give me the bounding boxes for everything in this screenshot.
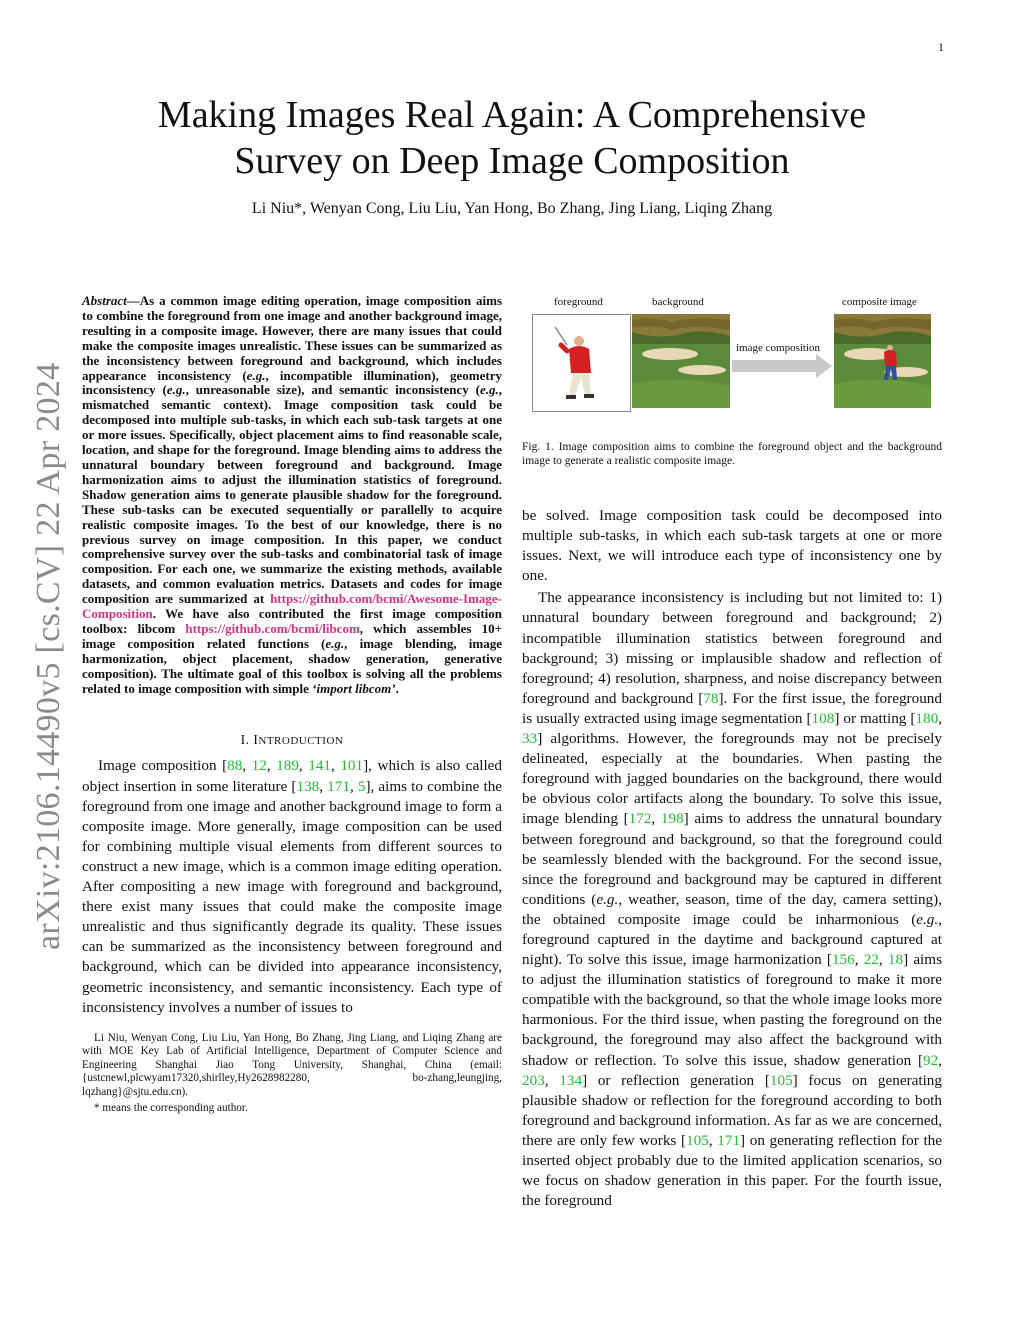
citation-link[interactable]: 198 [660, 810, 684, 828]
intro-text: Image composition [ [98, 757, 228, 775]
libcom-link[interactable]: https://github.com/bcmi/libcom [185, 620, 360, 636]
abstract-eg: e.g. [479, 382, 499, 398]
citation-separator: , [331, 757, 341, 775]
title-line-2: Survey on Deep Image Composition [234, 140, 790, 182]
body-text-run: ] aims to address the unnatural boundary between foreground and background, so that the foreground could be seamlessly blended with the background. For the second issue, since the foreground and background may be captured in different conditions ( [522, 810, 943, 908]
citation-separator: , [938, 1051, 942, 1069]
citation-separator: , [544, 1071, 560, 1089]
citation-separator: , [651, 810, 661, 828]
body-text-run: ] on generating reflection for the inserted object probably due to the limited application scenarios, so we focus on shadow generation in this paper. For the fourth issue, the foreground [522, 1131, 942, 1210]
citation-link[interactable]: 189 [276, 757, 299, 775]
abstract-text: , mismatched semantic context). Image composition task could be decomposed into multiple sub-tasks, in which each sub-task targets at one or more issues. Specifically, object placement aims to find reasonable scale, location, and shape for the foreground. Image blending aims to address the unnatural boundary between foreground and background. Image harmonization aims to adjust the illumination statistics of foreground. Shadow generation aims to generate plausible shadow for the foreground. These sub-tasks can be executed sequentially or parallelly to acquire realistic composite images. To the best of our knowledge, there is no previous survey on image composition. In this paper, we conduct comprehensive survey over the sub-tasks and combinatorial task of image composition. For each one, we summarize the existing methods, available datasets, and common evaluation metrics. Datasets and codes for image composition are summarized at [82, 382, 503, 607]
author-list: Li Niu*, Wenyan Cong, Liu Liu, Yan Hong, Bo Zhang, Jing Liang, Liqing Zhang [251, 200, 773, 217]
body-text-run: The appearance inconsistency is including but not limited to: 1) unnatural boundary between foreground and background; 2) incompatible illumination statistics between foreground and background; 3) missing or implausible shadow and reflection of foreground; 4) resolution, sharpness, and noise discrepancy between foreground and background [ [522, 589, 942, 707]
body-text-run: ] or reflection generation [ [582, 1071, 770, 1089]
section-numeral: I. [240, 732, 254, 748]
abstract-lead: Abstract [82, 293, 127, 308]
citation-link[interactable]: 105 [769, 1071, 793, 1089]
citation-link[interactable]: 92 [923, 1051, 939, 1069]
right-column [522, 296, 942, 1211]
body-text-run: ] algorithms. However, the foregrounds may not be precisely delineated, especially at the boundaries. When pasting the foreground with jagged boundaries on the background, there would be obvious color artifacts along the boundary. To solve this issue, image blending [ [522, 730, 942, 828]
paper-title [0, 92, 1024, 184]
citation-link[interactable]: 105 [686, 1131, 709, 1149]
eg-italic: e.g. [596, 890, 619, 908]
citation-link[interactable]: 12 [251, 757, 267, 775]
background-label: background [652, 296, 704, 308]
abstract-text: , incompatible illumination), geometry inconsistency ( [82, 367, 502, 398]
citation-separator: , [266, 757, 277, 775]
abstract-dash: — [126, 293, 140, 308]
citation-link[interactable]: 18 [887, 951, 904, 969]
foreground-label: foreground [554, 296, 603, 308]
citation-link[interactable]: 138 [296, 777, 320, 795]
abstract [82, 294, 502, 696]
section-title-rest: NTRODUCTION [258, 735, 344, 748]
right-paragraph-1: be solved. Image composition task could be decomposed into multiple sub-tasks, in which each sub-task targets at one or more issues. Next, we will introduce each type of inconsistency one by one. [522, 507, 942, 585]
right-arrow-icon [732, 354, 832, 378]
citation-link[interactable]: 171 [717, 1131, 741, 1149]
composite-image [834, 314, 931, 408]
body-text-run: ] aims to adjust the illumination statistics of foreground to make it more compatible with the background, so that the whole image looks more harmonious. For the third issue, when pasting the foreground on the background, the foreground may also affect the background with shadow or reflection. To solve this issue, shadow generation [ [522, 951, 943, 1069]
body-text-run: ] focus on generating plausible shadow or reflection for the foreground according to both foreground and background information. As far as we are concerned, there are only few works [ [522, 1071, 942, 1149]
citation-link[interactable]: 33 [522, 730, 538, 748]
body-text-run: , weather, season, time of the day, camera setting), the obtained composite image could be inharmonious ( [522, 890, 942, 928]
citation-separator: , [349, 777, 358, 795]
title-line-1: Making Images Real Again: A Comprehensive [157, 94, 867, 136]
citation-link[interactable]: 203 [522, 1071, 545, 1089]
abstract-text: , unreasonable size), and semantic inconsistency ( [185, 382, 480, 398]
citation-link[interactable]: 171 [327, 777, 350, 795]
citation-link[interactable]: 156 [831, 951, 855, 969]
citation-link[interactable]: 172 [628, 810, 652, 828]
body-text-run: ]. For the first issue, the foreground is usually extracted using image segmentation [ [522, 689, 942, 727]
citation-link[interactable]: 180 [915, 709, 939, 727]
abstract-text: . [395, 680, 399, 696]
citation-link[interactable]: 134 [559, 1071, 583, 1089]
import-libcom-quote: ‘import libcom’ [312, 680, 396, 696]
citation-separator: , [242, 757, 252, 775]
citation-separator: , [298, 757, 309, 775]
citation-separator: , [854, 951, 864, 969]
abstract-eg: e.g. [325, 635, 345, 651]
left-column [82, 294, 502, 1115]
abstract-text: , image blending, image harmonization, object placement, shadow generation, generative composition). The ultimate goal of this toolbox is solving all the problems related to image composition with simple [82, 635, 502, 696]
page-number: 1 [938, 40, 944, 54]
citation-link[interactable]: 141 [308, 757, 332, 775]
foreground-golfer-image [532, 314, 631, 412]
corresponding-author-footnote: * means the corresponding author. [94, 1101, 248, 1114]
body-text-run: , foreground captured in the daytime and background captured at night). To solve this issue, image harmonization [ [522, 910, 942, 969]
section-heading-introduction [82, 732, 502, 748]
figure-1-caption: Fig. 1. Image composition aims to combine the foreground object and the background image to generate a realistic composite image. [522, 441, 942, 467]
body-text-run: ] or matting [ [834, 709, 916, 727]
abstract-text: . We have also contributed the first image composition toolbox: libcom [82, 606, 502, 636]
arxiv-identifier-stamp: arXiv:2106.14490v5 [cs.CV] 22 Apr 2024 [30, 362, 67, 950]
awesome-image-composition-link[interactable]: https://github.com/bcmi/Awesome-Image-Composition [82, 591, 502, 622]
citation-separator: , [319, 777, 328, 795]
author-affiliation-footnote: Li Niu, Wenyan Cong, Liu Liu, Yan Hong, Bo Zhang, Jing Liang, and Liqing Zhang are with MOE Key Lab of Artificial Intelligence, Department of Computer Science and Engineering Shanghai Jiao Tong University, Shanghai, China (email: {ustcnewl,plcwyam17320,shirlley,Hy2628982280, bo-zhang,leungjing, lqzhang}@sjtu.edu.cn). [82, 1031, 502, 1099]
figure-1 [522, 296, 942, 418]
citation-link[interactable]: 5 [357, 777, 366, 795]
citation-link[interactable]: 101 [340, 757, 364, 775]
citation-link[interactable]: 108 [811, 709, 835, 727]
abstract-text: , which assembles 10+ image composition related functions ( [82, 620, 502, 651]
citation-separator: , [878, 951, 888, 969]
composite-image-label: composite image [842, 296, 917, 308]
eg-italic: e.g. [916, 910, 939, 928]
background-golf-course-image [632, 314, 730, 408]
citation-link[interactable]: 88 [227, 757, 243, 775]
citation-separator: , [708, 1131, 718, 1149]
intro-text: ], aims to combine the foreground from one image and another background image to form a composite image. More generally, image composition can be used for combining multiple visual elements from different sources to construct a new image, which is a common image editing operation. After compositing a new image with foreground and background, there exist many issues that could make the composite image unrealistic and thus significantly degrade its quality. These issues can be summarized as the inconsistency between foreground and background, which can be divided into appearance inconsistency, geometric inconsistency, and semantic inconsistency. Each type of inconsistency involves a number of issues to [82, 777, 503, 1016]
abstract-eg: e.g. [166, 382, 186, 398]
citation-separator: , [938, 709, 942, 727]
image-composition-arrow-label: image composition [736, 342, 821, 354]
citation-link[interactable]: 78 [703, 689, 719, 707]
right-paragraph-2 [522, 588, 942, 1211]
abstract-eg: e.g. [246, 367, 266, 383]
section-initial: I [253, 732, 259, 748]
intro-text: ], which is also called object insertion in some literature [ [82, 757, 502, 795]
intro-paragraph [82, 756, 502, 1017]
citation-link[interactable]: 22 [863, 951, 879, 969]
abstract-text: As a common image editing operation, image composition aims to combine the foreground from one image and another background image, resulting in a composite image. However, there are many issues that could make the composite images unrealistic. These issues can be summarized as the inconsistency between foreground and background, which includes appearance inconsistency ( [82, 293, 502, 383]
